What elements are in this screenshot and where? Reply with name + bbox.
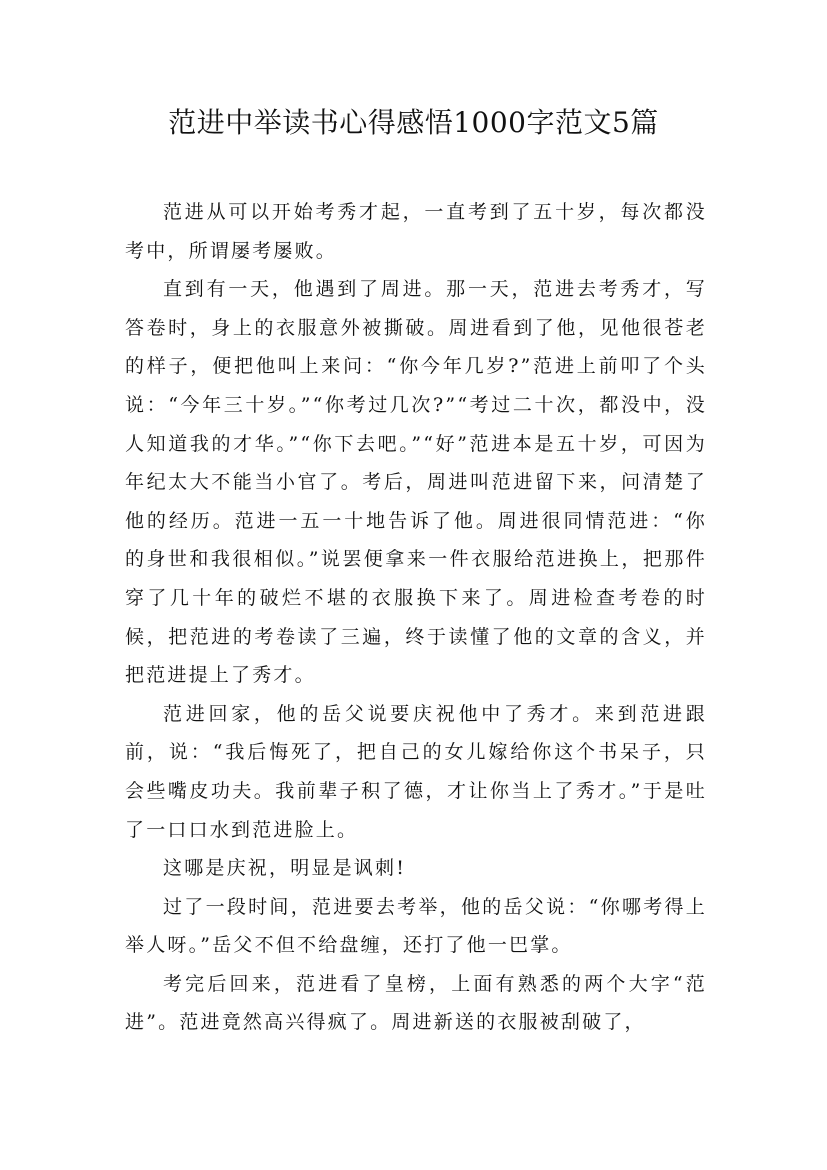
- document-title: 范进中举读书心得感悟1000字范文5篇: [168, 106, 659, 139]
- paragraph: 直到有一天，他遇到了周进。那一天，范进去考秀才，写答卷时，身上的衣服意外被撕破。周进看到了他，见他很苍老的样子，便把他叫上来问：“你今年几岁?”范进上前叩了个头说：“今年三十岁。”“你考过几次?”“考过二十次，都没中，没人知道我的才华。”“你下去吧。”“好”范进本是五十岁，可因为年纪太大不能当小官了。考后，周进叫范进留下来，问清楚了他的经历。范进一五一十地告诉了他。周进很同情范进：“你的身世和我很相似。”说罢便拿来一件衣服给范进换上，把那件穿了几十年的破烂不堪的衣服换下来了。周进检查考卷的时候，把范进的考卷读了三遍，终于读懂了他的文章的含义，并把范进提上了秀才。: [125, 278, 707, 687]
- paragraph: 过了一段时间，范进要去考举，他的岳父说：“你哪考得上举人呀。”岳父不但不给盘缠，还打了他一巴掌。: [125, 895, 707, 957]
- document-body: [125, 193, 707, 1042]
- paragraph: 范进从可以开始考秀才起，一直考到了五十岁，每次都没考中，所谓屡考屡败。: [125, 201, 707, 262]
- paragraph: 范进回家，他的岳父说要庆祝他中了秀才。来到范进跟前，说：“我后悔死了，把自己的女儿嫁给你这个书呆子，只会些嘴皮功夫。我前辈子积了德，才让你当上了秀才。”于是吐了一口口水到范进脸上。: [125, 702, 707, 841]
- paragraph: 这哪是庆祝，明显是讽刺!: [163, 857, 407, 880]
- paragraph: 考完后回来，范进看了皇榜，上面有熟悉的两个大字“范进”。范进竟然高兴得疯了。周进新送的衣服被刮破了，: [125, 972, 707, 1034]
